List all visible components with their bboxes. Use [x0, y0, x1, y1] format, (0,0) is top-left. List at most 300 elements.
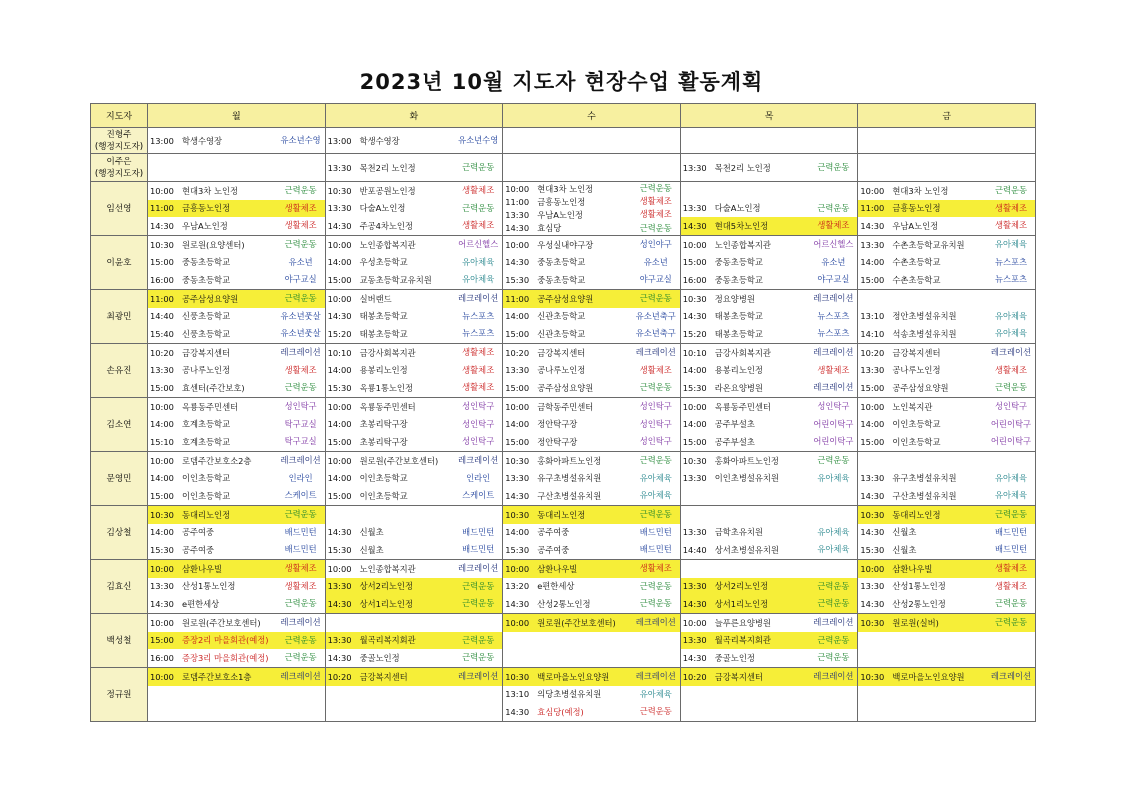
day-cell	[858, 344, 1036, 398]
entry-program: 어린이탁구	[990, 418, 1031, 429]
entry-place: 동대리노인정	[892, 509, 941, 520]
entry-program: 유아체육	[462, 256, 495, 267]
schedule-entry	[326, 452, 503, 470]
schedule-entry	[858, 308, 1035, 326]
entry-program: 근력운동	[639, 293, 672, 304]
schedule-entry	[326, 128, 503, 153]
entry-place: 금학초유치원	[714, 527, 763, 538]
entry-program: 근력운동	[284, 239, 317, 250]
schedule-entry	[503, 487, 680, 505]
entry-place: 로뎀주간보호소1층	[182, 671, 252, 682]
schedule-entry	[148, 308, 325, 326]
schedule-entry	[148, 290, 325, 308]
schedule-entry	[148, 487, 325, 505]
entry-program: 배드민턴	[994, 544, 1027, 555]
entry-place: 상서1리노인정	[714, 598, 769, 609]
entry-time: 10:00	[327, 293, 352, 304]
schedule-entry	[148, 632, 325, 650]
schedule-entry	[681, 236, 858, 254]
entry-place: 태봉초등학교	[714, 311, 763, 322]
entry-program: 배드민턴	[639, 526, 672, 537]
entry-time: 14:30	[150, 220, 174, 231]
entry-time: 10:00	[682, 239, 707, 250]
entry-program: 뉴스포츠	[994, 256, 1027, 267]
schedule-entry	[681, 200, 858, 218]
entry-place: 금강사회복지관	[714, 347, 771, 358]
entry-program: 생활체조	[639, 364, 672, 375]
schedule-entry	[503, 236, 680, 254]
entry-time: 15:00	[505, 328, 530, 339]
schedule-entry	[148, 254, 325, 272]
entry-place: 동대리노인정	[537, 509, 586, 520]
day-cell	[858, 452, 1036, 506]
entry-program: 근력운동	[639, 222, 672, 233]
leader-name-line: 김상철	[106, 527, 132, 538]
entry-program: 성인탁구	[462, 401, 495, 412]
entry-time: 13:30	[682, 635, 707, 646]
entry-time: 13:30	[682, 203, 707, 214]
entry-place: e편한세상	[182, 598, 220, 609]
schedule-entry	[858, 560, 1035, 578]
entry-program: 생활체조	[284, 202, 317, 213]
entry-place: 우성실내야구장	[537, 239, 594, 250]
entry-place: 공주부설초	[714, 436, 755, 447]
entry-program: 생활체조	[462, 382, 495, 393]
entry-place: 공주삼성요양원	[892, 382, 949, 393]
entry-time: 13:30	[682, 527, 707, 538]
schedule-entry	[503, 668, 680, 686]
entry-time: 10:00	[505, 239, 530, 250]
schedule-entry	[681, 308, 858, 326]
schedule-entry	[503, 344, 680, 362]
schedule-entry	[858, 398, 1035, 416]
schedule-entry	[148, 524, 325, 542]
leader-name-line: 김소연	[106, 419, 132, 430]
entry-place: 용봉리노인정	[714, 365, 763, 376]
page-title: 2023년 10월 지도자 현장수업 활동계획	[359, 70, 764, 94]
entry-program: 근력운동	[462, 652, 495, 663]
entry-time: 13:30	[505, 209, 530, 220]
entry-time: 11:00	[505, 293, 530, 304]
entry-program: 근력운동	[639, 706, 672, 717]
schedule-entry	[326, 271, 503, 289]
entry-program: 레크레이션	[280, 671, 321, 682]
entry-program: 유아체육	[994, 328, 1027, 339]
entry-place: 정안탁구장	[537, 419, 578, 430]
entry-program: 생활체조	[817, 220, 850, 231]
day-cell	[858, 128, 1036, 154]
entry-program: 근력운동	[462, 162, 495, 172]
entry-program: 생활체조	[462, 364, 495, 375]
entry-program: 근력운동	[639, 580, 672, 591]
schedule-entry	[858, 379, 1035, 397]
entry-time: 10:00	[860, 401, 885, 412]
entry-place: 홍화아파트노인정	[714, 455, 779, 466]
entry-program: 레크레이션	[990, 347, 1031, 358]
entry-place: 신풍초등학교	[182, 328, 231, 339]
entry-place: 신월초	[359, 527, 384, 538]
entry-program: 뉴스포츠	[462, 310, 495, 321]
header-day-tue: 화	[325, 104, 503, 128]
day-cell	[148, 154, 326, 182]
entry-program: 성인탁구	[817, 401, 850, 412]
schedule-row	[91, 128, 1036, 154]
day-cell	[148, 452, 326, 506]
schedule-entry	[326, 200, 503, 218]
entry-place: 신풍초등학교	[182, 311, 231, 322]
schedule-entry	[858, 668, 1035, 686]
entry-time: 10:30	[682, 455, 707, 466]
day-cell	[325, 128, 503, 154]
schedule-entry	[503, 470, 680, 488]
leader-name	[91, 154, 148, 182]
entry-program: 근력운동	[284, 598, 317, 609]
schedule-entry	[326, 560, 503, 578]
leader-name	[91, 128, 148, 154]
schedule-table	[90, 103, 1036, 722]
schedule-entry	[858, 182, 1035, 200]
schedule-entry	[681, 506, 858, 524]
entry-time: 10:30	[327, 185, 352, 196]
leader-name-line: 정규원	[106, 689, 132, 700]
entry-time: 10:10	[682, 347, 707, 358]
entry-place: 석송초병설유치원	[892, 328, 957, 339]
entry-place: 유구초병설유치원	[892, 473, 957, 484]
schedule-entry	[148, 182, 325, 200]
entry-time: 14:30	[505, 706, 530, 717]
schedule-entry	[681, 668, 858, 686]
entry-time: 14:30	[860, 220, 885, 231]
header-row	[91, 104, 1036, 128]
entry-place: 다술A노인정	[714, 203, 761, 214]
day-cell	[148, 398, 326, 452]
day-cell	[858, 290, 1036, 344]
leader-name	[91, 236, 148, 290]
entry-program: 유소년축구	[635, 310, 676, 321]
entry-time: 16:00	[150, 652, 174, 663]
entry-place: 신월초	[892, 544, 917, 555]
entry-time: 10:00	[327, 401, 352, 412]
day-cell	[148, 614, 326, 668]
schedule-entry	[148, 433, 325, 451]
entry-program: 유소년수영	[280, 135, 321, 145]
entry-place: 정요양병원	[714, 293, 755, 304]
entry-time: 10:10	[327, 347, 352, 358]
day-cell	[503, 560, 681, 614]
entry-program: 생활체조	[284, 220, 317, 231]
entry-place: 늘푸른요양병원	[714, 617, 771, 628]
entry-program: 유소년축구	[635, 328, 676, 339]
entry-place: 태봉초등학교	[359, 311, 408, 322]
schedule-row	[91, 236, 1036, 290]
entry-time: 14:00	[682, 365, 707, 376]
header-day-thu: 목	[680, 104, 858, 128]
schedule-entry	[681, 686, 858, 704]
entry-program: 근력운동	[284, 634, 317, 645]
entry-program: 레크레이션	[458, 563, 499, 574]
schedule-entry	[148, 668, 325, 686]
entry-program: 레크레이션	[635, 347, 676, 358]
entry-place: 이인초등학교	[359, 490, 408, 501]
schedule-row	[91, 614, 1036, 668]
entry-program: 뉴스포츠	[817, 328, 850, 339]
entry-time: 14:30	[327, 652, 352, 663]
schedule-entry	[326, 632, 503, 650]
day-cell	[858, 398, 1036, 452]
entry-time: 14:00	[860, 419, 885, 430]
day-cell	[148, 506, 326, 560]
entry-program: 유소년	[288, 256, 313, 267]
schedule-entry	[326, 649, 503, 667]
schedule-entry	[326, 524, 503, 542]
schedule-entry	[681, 398, 858, 416]
entry-program: 레크레이션	[813, 617, 854, 628]
entry-time: 15:40	[150, 328, 174, 339]
schedule-entry	[148, 217, 325, 235]
schedule-entry	[681, 632, 858, 650]
schedule-entry	[503, 254, 680, 272]
entry-time: 10:30	[860, 617, 885, 628]
entry-place: 효심당	[537, 223, 562, 234]
entry-time: 14:00	[150, 527, 174, 538]
entry-place: 원로원(실버)	[892, 617, 939, 628]
entry-program: 뉴스포츠	[462, 328, 495, 339]
day-cell	[680, 182, 858, 236]
entry-time: 10:30	[505, 509, 530, 520]
schedule-entry	[326, 217, 503, 235]
schedule-entry	[503, 524, 680, 542]
entry-place: 금강복지센터	[537, 347, 586, 358]
entry-program: 근력운동	[639, 382, 672, 393]
entry-time: 11:00	[150, 203, 174, 214]
entry-place: 옥룡동주민센터	[714, 401, 771, 412]
leader-name-line: 최광민	[106, 311, 132, 322]
entry-program: 근력운동	[462, 598, 495, 609]
entry-place: 백로마을노인요양원	[892, 671, 965, 682]
day-cell	[680, 236, 858, 290]
day-cell	[680, 128, 858, 154]
entry-time: 14:30	[505, 490, 530, 501]
schedule-entry	[326, 686, 503, 704]
entry-time: 14:40	[150, 311, 174, 322]
entry-time: 10:00	[150, 563, 174, 574]
day-cell	[680, 452, 858, 506]
schedule-entry	[681, 470, 858, 488]
schedule-entry	[503, 208, 680, 221]
entry-time: 15:00	[682, 257, 707, 268]
schedule-entry	[503, 632, 680, 650]
entry-time: 14:30	[150, 598, 174, 609]
schedule-entry	[681, 416, 858, 434]
entry-program: 어르신헬스	[458, 239, 499, 250]
entry-place: 효센터(주간보호)	[182, 382, 245, 393]
leader-name	[91, 506, 148, 560]
entry-program: 생활체조	[462, 185, 495, 196]
entry-place: 정안탁구장	[537, 436, 578, 447]
entry-place: 증장2리 마을회관(예정)	[182, 635, 269, 646]
entry-time: 15:30	[150, 544, 174, 555]
entry-place: 정안초병설유치원	[892, 311, 957, 322]
entry-time: 10:00	[327, 563, 352, 574]
leader-name	[91, 560, 148, 614]
entry-program: 레크레이션	[280, 617, 321, 628]
schedule-entry	[858, 433, 1035, 451]
entry-time: 15:00	[150, 635, 174, 646]
entry-time: 14:00	[860, 257, 885, 268]
entry-place: 금흥동노인정	[892, 203, 941, 214]
entry-place: 의당초병설유치원	[537, 689, 602, 700]
entry-time: 13:30	[860, 239, 885, 250]
schedule-entry	[326, 506, 503, 524]
schedule-entry	[148, 200, 325, 218]
entry-program: 근력운동	[994, 598, 1027, 609]
entry-place: 중동초등학교	[537, 257, 586, 268]
entry-place: 상서초병설유치원	[714, 544, 779, 555]
entry-program: 근력운동	[639, 455, 672, 466]
entry-time: 15:30	[505, 274, 530, 285]
entry-time: 14:30	[682, 220, 707, 231]
entry-time: 14:30	[860, 598, 885, 609]
schedule-entry	[681, 524, 858, 542]
entry-time: 10:00	[150, 185, 174, 196]
entry-program: 야구교실	[284, 274, 317, 285]
entry-program: 레크레이션	[458, 671, 499, 682]
entry-time: 10:30	[682, 293, 707, 304]
schedule-entry	[858, 470, 1035, 488]
day-cell	[148, 128, 326, 154]
entry-program: 유아체육	[994, 310, 1027, 321]
entry-program: 유소년	[643, 256, 668, 267]
entry-place: 호계초등학교	[182, 436, 231, 447]
entry-place: 금흥동노인정	[182, 203, 231, 214]
schedule-row	[91, 344, 1036, 398]
schedule-entry	[858, 236, 1035, 254]
entry-place: e편한세상	[537, 581, 575, 592]
entry-time: 14:30	[682, 311, 707, 322]
entry-time: 13:30	[505, 365, 530, 376]
schedule-entry	[148, 325, 325, 343]
entry-program: 인라인	[466, 472, 491, 483]
entry-place: 구산초병설유치원	[892, 490, 957, 501]
entry-time: 10:00	[150, 617, 174, 628]
entry-place: 옥룡동주민센터	[359, 401, 416, 412]
entry-place: 공주여중	[182, 527, 215, 538]
day-cell	[148, 236, 326, 290]
day-cell	[858, 182, 1036, 236]
schedule-entry	[681, 614, 858, 632]
entry-program: 성인탁구	[639, 401, 672, 412]
entry-time: 10:00	[505, 401, 530, 412]
entry-program: 근력운동	[284, 652, 317, 663]
entry-program: 레크레이션	[813, 382, 854, 393]
schedule-entry	[148, 578, 325, 596]
entry-program: 성인탁구	[639, 418, 672, 429]
entry-time: 13:30	[682, 473, 707, 484]
entry-place: 이인초등학교	[182, 490, 231, 501]
entry-time: 14:30	[505, 598, 530, 609]
entry-time: 15:00	[860, 382, 885, 393]
entry-place: 원로원(주간보호센터)	[359, 455, 439, 466]
entry-program: 레크레이션	[635, 671, 676, 682]
entry-program: 유소년수영	[458, 135, 499, 145]
entry-time: 10:00	[150, 401, 174, 412]
schedule-entry	[858, 217, 1035, 235]
day-cell	[680, 154, 858, 182]
entry-time: 15:30	[682, 382, 707, 393]
entry-program: 레크레이션	[990, 671, 1031, 682]
schedule-entry	[503, 416, 680, 434]
schedule-entry	[326, 433, 503, 451]
schedule-entry	[326, 578, 503, 596]
schedule-entry	[681, 271, 858, 289]
entry-time: 13:30	[860, 581, 885, 592]
entry-place: 우남A노인정	[537, 209, 583, 220]
entry-time: 14:30	[327, 527, 352, 538]
schedule-entry	[681, 560, 858, 578]
entry-place: 우남A노인정	[182, 220, 228, 231]
schedule-entry	[326, 308, 503, 326]
entry-program: 인라인	[288, 472, 313, 483]
entry-time: 14:30	[682, 598, 707, 609]
entry-place: 공나루노인정	[182, 365, 231, 376]
entry-place: 교동초등학교유치원	[359, 274, 432, 285]
schedule-entry	[148, 470, 325, 488]
day-cell	[680, 290, 858, 344]
entry-time: 14:00	[150, 419, 174, 430]
leader-name-line: 이주은	[106, 156, 132, 167]
schedule-entry	[858, 452, 1035, 470]
schedule-entry	[681, 487, 858, 505]
leader-name	[91, 398, 148, 452]
schedule-entry	[503, 398, 680, 416]
entry-time: 13:30	[150, 581, 174, 592]
entry-program: 야구교실	[817, 274, 850, 285]
entry-time: 14:00	[505, 311, 530, 322]
entry-program: 배드민턴	[462, 526, 495, 537]
schedule-entry	[148, 344, 325, 362]
entry-program: 유아체육	[817, 526, 850, 537]
day-cell	[858, 506, 1036, 560]
schedule-entry	[858, 200, 1035, 218]
schedule-entry	[503, 271, 680, 289]
entry-time: 10:00	[150, 455, 174, 466]
entry-program: 성인탁구	[462, 436, 495, 447]
entry-program: 근력운동	[817, 598, 850, 609]
entry-place: 목천2리 노인정	[714, 162, 771, 173]
entry-time: 14:30	[505, 257, 530, 268]
entry-time: 10:20	[860, 347, 885, 358]
entry-program: 유아체육	[994, 472, 1027, 483]
day-cell	[858, 668, 1036, 722]
schedule-entry	[503, 614, 680, 632]
entry-place: 삼환나우빌	[892, 563, 933, 574]
entry-place: 공주여중	[537, 544, 570, 555]
entry-program: 유아체육	[817, 544, 850, 555]
entry-time: 11:00	[505, 196, 530, 207]
schedule-entry	[326, 290, 503, 308]
entry-place: 신월초	[359, 544, 384, 555]
schedule-entry	[503, 506, 680, 524]
entry-time: 15:00	[505, 382, 530, 393]
entry-time: 14:30	[682, 652, 707, 663]
entry-program: 레크레이션	[280, 347, 321, 358]
entry-time: 14:30	[505, 223, 530, 234]
entry-time: 13:30	[505, 473, 530, 484]
day-cell	[503, 398, 681, 452]
leader-name	[91, 344, 148, 398]
day-cell	[680, 668, 858, 722]
schedule-entry	[148, 379, 325, 397]
